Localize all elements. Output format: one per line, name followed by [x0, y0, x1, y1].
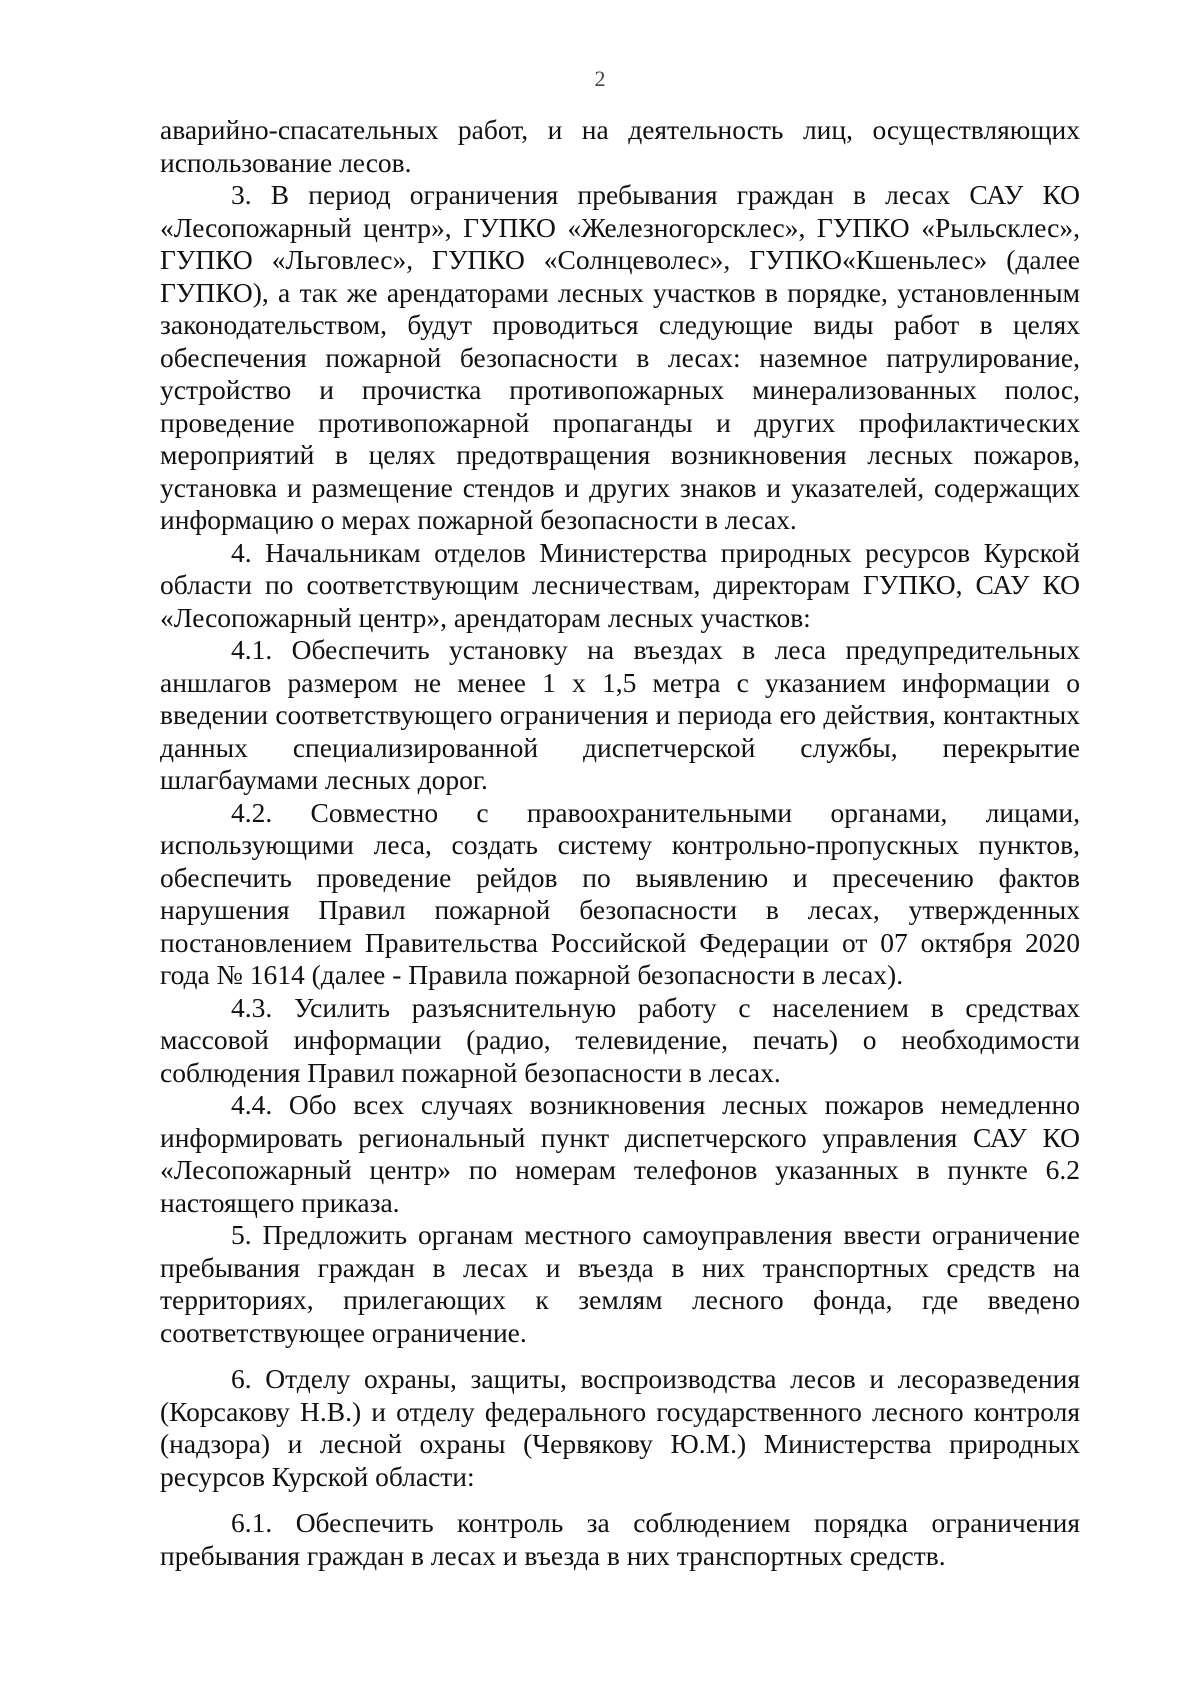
paragraph-item-6-1: 6.1. Обеспечить контроль за соблюдением порядка ограничения пребывания граждан в лесах и въезда в них транспортных средств. [160, 1507, 1080, 1571]
paragraph-item-4-2: 4.2. Совместно с правоохранительными органами, лицами, использующими леса, создать систему контрольно-пропускных пунктов, обеспечить проведение рейдов по выявлению и пресечению фактов нарушения Правил пожарной безопасности в лесах, утвержденных постановлением Правительства Российской Федерации от 07 октября 2020 года № 1614 (далее - Правила пожарной безопасности в лесах). [160, 796, 1080, 990]
paragraph-item-6: 6. Отделу охраны, защиты, воспроизводства лесов и лесоразведения (Корсакову Н.В.) и отделу федерального государственного лесного контроля (надзора) и лесной охраны (Червякову Ю.М.) Министерства природных ресурсов Курской области: [160, 1363, 1080, 1492]
paragraph-item-4: 4. Начальникам отделов Министерства природных ресурсов Курской области по соответствующим лесничествам, директорам ГУПКО, САУ КО «Лесопожарный центр», арендаторам лесных участков: [160, 536, 1080, 633]
paragraph-continuation: аварийно-спасательных работ, и на деятельность лиц, осуществляющих использование лесов. [160, 114, 1080, 178]
page-number: 2 [594, 66, 606, 91]
paragraph-item-4-3: 4.3. Усилить разъяснительную работу с населением в средствах массовой информации (радио, телевидение, печать) о необходимости соблюдения Правил пожарной безопасности в лесах. [160, 991, 1080, 1088]
paragraph-item-4-1: 4.1. Обеспечить установку на въездах в леса предупредительных аншлагов размером не менее 1 х 1,5 метра с указанием информации о введении соответствующего ограничения и периода его действия, контактных данных специализированной диспетчерской службы, перекрытие шлагбаумами лесных дорог. [160, 634, 1080, 795]
paragraph-item-4-4: 4.4. Обо всех случаях возникновения лесных пожаров немедленно информировать региональный пункт диспетчерского управления САУ КО «Лесопожарный центр» по номерам телефонов указанных в пункте 6.2 настоящего приказа. [160, 1089, 1080, 1218]
paragraph-item-5: 5. Предложить органам местного самоуправления ввести ограничение пребывания граждан в лесах и въезда в них транспортных средств на территориях, прилегающих к землям лесного фонда, где введено соответствующее ограничение. [160, 1219, 1080, 1348]
paragraph-item-3: 3. В период ограничения пребывания граждан в лесах САУ КО «Лесопожарный центр», ГУПКО «Железногорсклес», ГУПКО «Рыльсклес», ГУПКО «Льговлес», ГУПКО «Солнцеволес», ГУПКО«Кшеньлес» (далее ГУПКО), а так же арендаторами лесных участков в порядке, установленным законодательством, будут проводиться следующие виды работ в целях обеспечения пожарной безопасности в лесах: наземное патрулирование, устройство и прочистка противопожарных минерализованных полос, проведение противопожарной пропаганды и других профилактических мероприятий в целях предотвращения возникновения лесных пожаров, установка и размещение стендов и других знаков и указателей, содержащих информацию о мерах пожарной безопасности в лесах. [160, 179, 1080, 535]
document-body [160, 114, 1080, 1572]
